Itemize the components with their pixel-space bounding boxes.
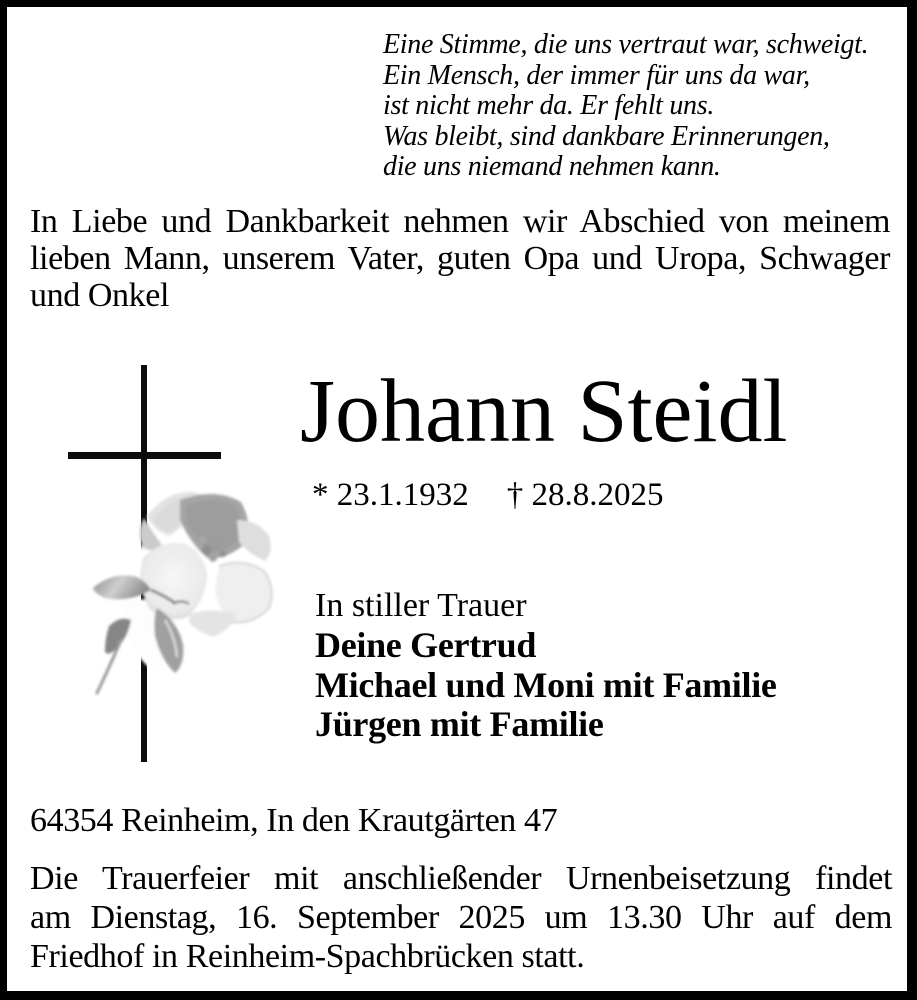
poem-line: ist nicht mehr da. Er fehlt uns. — [383, 90, 715, 122]
funeral-paragraph — [30, 859, 892, 976]
mourner-name: Michael und Moni mit Familie — [315, 664, 777, 705]
funeral-line: Friedhof in Reinheim-Spachbrücken statt. — [30, 938, 585, 975]
mourning-heading: In stiller Trauer — [315, 587, 527, 624]
intro-line: und Onkel — [30, 277, 169, 314]
mourner-name: Jürgen mit Familie — [315, 704, 604, 744]
deceased-name: Johann Steidl — [300, 362, 788, 461]
memorial-poem — [383, 30, 868, 183]
address-line: 64354 Reinheim, In den Krautgärten 47 — [30, 802, 558, 839]
funeral-line: am Dienstag, 16. September 2025 um 13.30 Uhr auf dem — [30, 899, 892, 936]
mourning-block — [315, 586, 777, 745]
rose-flower-icon — [85, 480, 285, 710]
mourner-name: Deine Gertrud — [315, 625, 537, 665]
intro-paragraph — [30, 203, 890, 314]
cross-horizontal-bar — [68, 452, 221, 459]
death-date: † 28.8.2025 — [506, 477, 664, 513]
life-dates — [312, 477, 664, 513]
poem-line: die uns niemand nehmen kann. — [383, 151, 721, 183]
funeral-line: Die Trauerfeier mit anschließender Urnenbeisetzung findet — [30, 860, 892, 897]
birth-date: * 23.1.1932 — [312, 477, 469, 513]
poem-line: Was bleibt, sind dankbare Erinnerungen, — [383, 120, 830, 152]
poem-line: Ein Mensch, der immer für uns da war, — [383, 59, 810, 91]
intro-line: In Liebe und Dankbarkeit nehmen wir Abschied von meinem — [30, 203, 890, 240]
intro-line: lieben Mann, unserem Vater, guten Opa und Uropa, Schwager — [30, 240, 890, 277]
poem-line: Eine Stimme, die uns vertraut war, schweigt. — [383, 29, 869, 60]
